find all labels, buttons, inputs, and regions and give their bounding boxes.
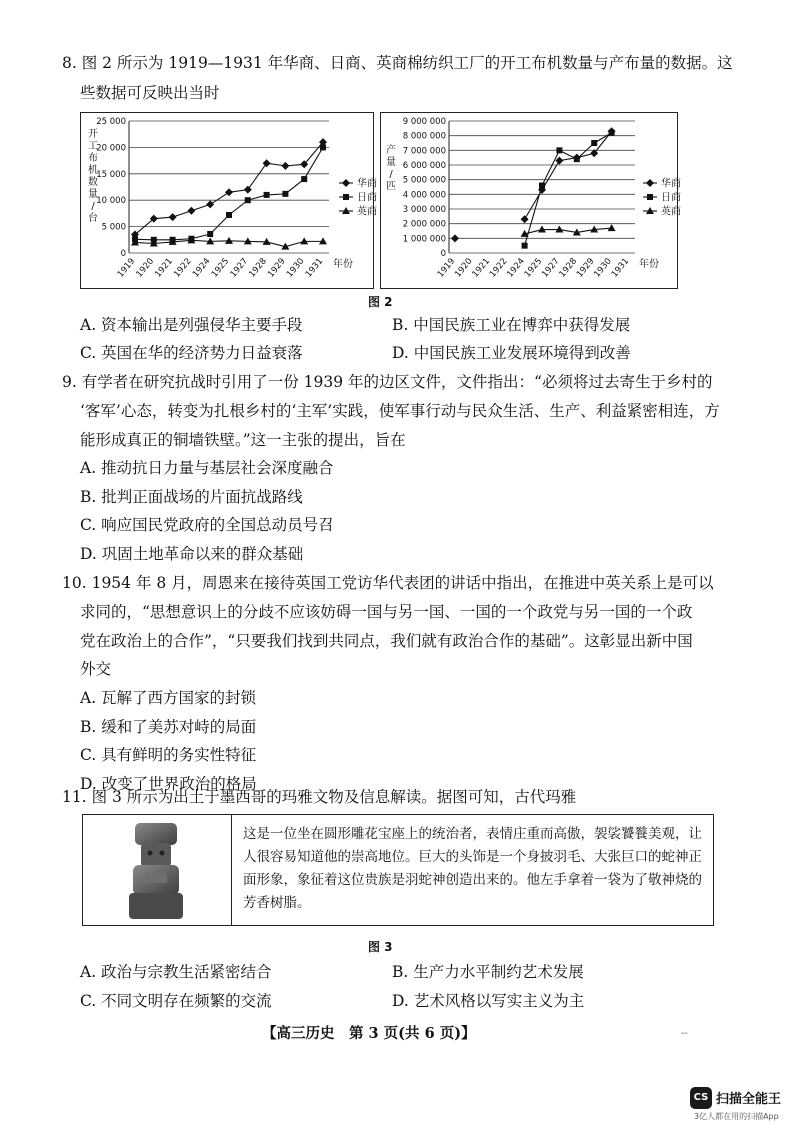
data-point [169, 213, 177, 221]
q10-option-b[interactable]: B. 缓和了美苏对峙的局面 [80, 718, 257, 736]
legend-label: 华商 [661, 178, 681, 190]
y-axis-label-char: 开 [88, 129, 98, 140]
page-footer: 【高三历史 第 3 页(共 6 页)】 [262, 1025, 476, 1042]
figure-3-box [82, 814, 714, 926]
data-point [226, 212, 232, 218]
y-tick-label: 25 000 [96, 117, 126, 127]
data-point [320, 144, 326, 150]
chart-output [380, 112, 681, 289]
x-tick-label: 1929 [266, 256, 288, 280]
q9-stem-line1: 9. 有学者在研究抗战时引用了一份 1939 年的边区文件，文件指出：“必须将过去寄生于乡村的 [62, 373, 713, 391]
y-tick-label: 0 [440, 249, 446, 259]
chart-looms [80, 112, 377, 289]
data-point [522, 243, 528, 249]
y-tick-label: 3 000 000 [402, 205, 446, 215]
data-point [451, 234, 459, 242]
legend-marker [646, 179, 654, 187]
data-point [207, 231, 213, 237]
q10-option-a[interactable]: A. 瓦解了西方国家的封锁 [80, 689, 257, 707]
q8-stem-line1: 8. 图 2 所示为 1919—1931 年华商、日商、英商棉纺织工厂的开工布机数量与产布量的数据。这 [62, 54, 733, 72]
x-tick-label: 1922 [172, 256, 194, 280]
series-华商 [451, 127, 616, 242]
x-tick-label: 1930 [592, 256, 614, 280]
data-point [206, 200, 214, 208]
maya-artifact-image-cell [83, 815, 232, 925]
x-tick-label: 1920 [134, 256, 157, 280]
data-point [609, 130, 615, 136]
y-tick-label: 10 000 [96, 196, 126, 207]
data-point [539, 183, 545, 189]
figure-3-caption: 图 3 [368, 940, 393, 954]
chart-looms-svg [81, 113, 377, 288]
data-point [301, 176, 307, 182]
q11-option-a[interactable]: A. 政治与宗教生活紧密结合 [80, 963, 272, 981]
q10-option-c[interactable]: C. 具有鲜明的务实性特征 [80, 746, 257, 764]
y-axis-label-char: 产 [386, 145, 396, 156]
x-tick-label: 1919 [435, 256, 458, 280]
x-tick-label: 1929 [574, 256, 597, 280]
q11-option-c[interactable]: C. 不同文明存在频繁的交流 [80, 992, 272, 1010]
y-axis-label-char: 量 [386, 157, 396, 168]
x-tick-label: 1925 [522, 256, 545, 280]
y-axis-label-char: 布 [88, 153, 98, 164]
data-point [245, 197, 251, 203]
y-axis-label-char: 匹 [386, 181, 396, 192]
x-tick-label: 1922 [487, 256, 510, 280]
q9-option-c[interactable]: C. 响应国民党政府的全国总动员号召 [80, 516, 334, 534]
q8-option-a[interactable]: A. 资本输出是列强侵华主要手段 [80, 316, 303, 334]
data-point [521, 215, 529, 223]
data-point [282, 191, 288, 197]
series-英商 [131, 236, 327, 249]
legend-marker [647, 194, 653, 200]
q11-stem: 11. 图 3 所示为出土于墨西哥的玛雅文物及信息解读。据图可知，古代玛雅 [62, 788, 577, 806]
data-point [591, 140, 597, 146]
q9-stem-line2: ‘客军’心态，转变为扎根乡村的‘主军’实践，使军事行动与民众生活、生产、利益紧密相连，方 [80, 402, 720, 420]
y-tick-label: 0 [120, 249, 126, 259]
scanner-tagline: 3亿人都在用的扫描App [694, 1112, 779, 1121]
series-line [525, 131, 612, 219]
y-tick-label: 2 000 000 [402, 219, 446, 230]
y-tick-label: 9 000 000 [402, 117, 446, 127]
y-axis-label-char: / [91, 201, 95, 212]
y-tick-label: 4 000 000 [402, 190, 446, 201]
x-tick-label: 1924 [190, 256, 213, 280]
q11-option-d[interactable]: D. 艺术风格以写实主义为主 [392, 992, 585, 1010]
data-point [187, 207, 195, 215]
data-point [608, 224, 616, 231]
y-tick-label: 6 000 000 [402, 161, 446, 171]
y-tick-label: 5 000 000 [402, 175, 446, 186]
series-line [525, 228, 612, 234]
scanner-watermark [690, 1085, 800, 1125]
x-tick-label: 1930 [284, 256, 307, 280]
maya-statue-image [83, 815, 231, 925]
q9-option-b[interactable]: B. 批判正面战场的片面抗战路线 [80, 488, 303, 506]
series-英商 [521, 224, 616, 237]
y-axis-label-char: 机 [88, 165, 98, 176]
x-tick-label: 1920 [453, 256, 475, 280]
data-point [225, 237, 233, 244]
y-axis-label-char: 台 [88, 213, 98, 224]
data-point [555, 157, 563, 165]
data-point [574, 156, 580, 162]
q10-stem-line4: 外交 [80, 660, 112, 678]
y-tick-label: 15 000 [96, 169, 126, 180]
x-tick-label: 1921 [153, 256, 175, 280]
data-point [244, 186, 252, 194]
q9-option-d[interactable]: D. 巩固土地革命以来的群众基础 [80, 545, 304, 563]
y-axis-label-char: / [389, 169, 393, 180]
q9-option-a[interactable]: A. 推动抗日力量与基层社会深度融合 [80, 459, 334, 477]
legend-label: 华商 [357, 178, 377, 190]
legend-label: 英商 [661, 206, 681, 218]
figure-3-description: 这是一位坐在圆形雕花宝座上的统治者，表情庄重而高傲，袈裟饕餮美观，让人很容易知道他的崇高地位。巨大的头饰是一个身披羽毛、大张巨口的蛇神正面形象，象征着这位贵族是羽蛇神创造出来的。他左手拿着一袋为了敬神烧的芳香树脂。 [243, 826, 702, 911]
series-华商 [131, 138, 327, 238]
data-point [556, 147, 562, 153]
q10-stem-line1: 10. 1954 年 8 月，周恩来在接待英国工党访华代表团的讲话中指出，在推进中英关系上是可以 [62, 574, 714, 592]
data-point [263, 159, 271, 167]
legend-marker [343, 194, 349, 200]
y-tick-label: 20 000 [96, 143, 126, 154]
x-tick-label: 1924 [505, 256, 527, 280]
x-tick-label: 1931 [609, 256, 632, 280]
chart-output-svg [381, 113, 681, 288]
legend-marker [342, 179, 350, 187]
x-axis-label: 年份 [333, 259, 353, 270]
y-axis-label-char: 量 [88, 189, 98, 200]
y-tick-label: 7 000 000 [402, 146, 446, 157]
q8-option-c[interactable]: C. 英国在华的经济势力日益衰落 [80, 344, 303, 362]
x-tick-label: 1925 [209, 256, 232, 280]
q10-stem-line3: 党在政治上的合作”，“只要我们找到共同点，我们就有政治合作的基础”。这彰显出新中国 [80, 632, 693, 650]
legend-label: 英商 [357, 206, 377, 218]
y-tick-label: 5 000 [101, 222, 126, 233]
legend-label: 日商 [357, 192, 377, 204]
data-point [264, 192, 270, 198]
x-tick-label: 1931 [303, 256, 326, 280]
q10-option-d[interactable]: D. 改变了世界政治的格局 [80, 775, 257, 793]
scanner-name: 扫描全能王 [716, 1092, 782, 1107]
y-axis-label-char: 数 [88, 177, 98, 188]
x-tick-label: 1928 [247, 256, 269, 280]
q8-option-b[interactable]: B. 中国民族工业在博弈中获得发展 [392, 316, 631, 334]
q8-stem-line2: 些数据可反映出当时 [80, 84, 220, 102]
y-tick-label: 1 000 000 [402, 234, 446, 245]
x-tick-label: 1927 [540, 256, 562, 280]
x-axis-label: 年份 [639, 259, 659, 270]
y-tick-label: 8 000 000 [402, 131, 446, 142]
x-tick-label: 1921 [470, 256, 493, 280]
footer-mark: -- [681, 1028, 688, 1039]
q9-stem-line3: 能形成真正的铜墙铁壁。”这一主张的提出，旨在 [80, 431, 406, 449]
x-tick-label: 1919 [115, 256, 138, 280]
x-tick-label: 1928 [557, 256, 580, 280]
legend-label: 日商 [661, 192, 681, 204]
data-point [281, 162, 289, 170]
data-point [225, 188, 233, 196]
q11-option-b[interactable]: B. 生产力水平制约艺术发展 [392, 963, 584, 981]
y-axis-label-char: 工 [88, 141, 98, 152]
scanner-logo-icon: CS [690, 1087, 712, 1109]
q8-option-d[interactable]: D. 中国民族工业发展环境得到改善 [392, 344, 631, 362]
figure-2-caption: 图 2 [368, 295, 393, 309]
x-tick-label: 1927 [228, 256, 251, 280]
q10-stem-line2: 求同的，“思想意识上的分歧不应该妨碍一国与另一国、一国的一个政党与另一国的一个政 [80, 603, 693, 621]
